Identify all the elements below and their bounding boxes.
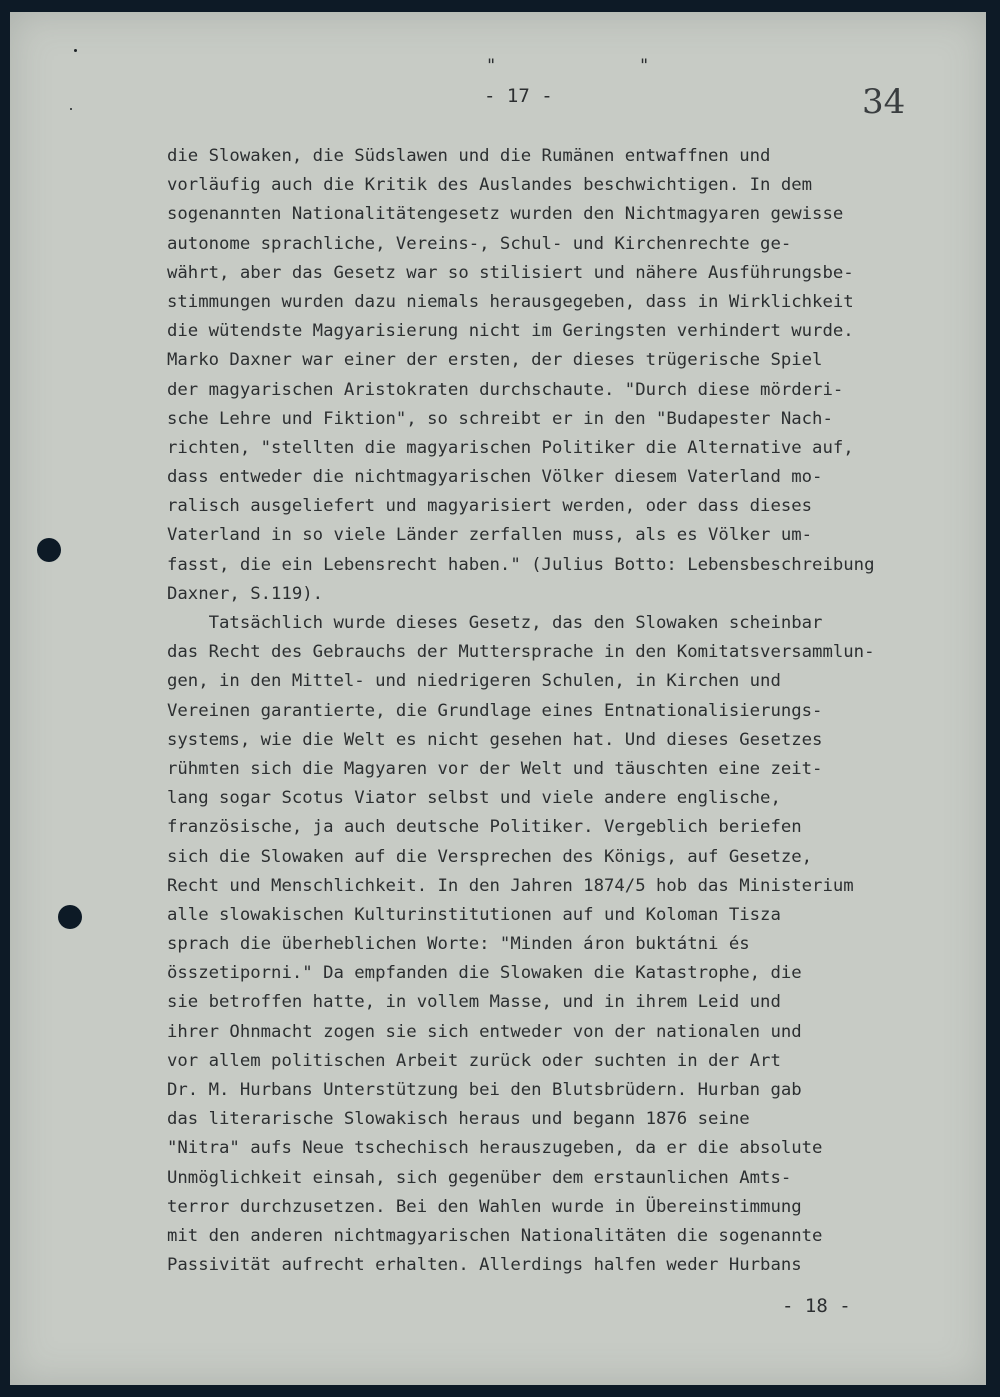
text-line: "Nitra" aufs Neue tschechisch herauszugeben, da er die absolute <box>167 1138 823 1159</box>
text-line: Unmöglichkeit einsah, sich gegenüber dem erstaunlichen Amts- <box>167 1167 792 1188</box>
text-line: Vaterland in so viele Länder zerfallen muss, als es Völker um- <box>167 525 813 546</box>
text-line: mit den anderen nichtmagyarischen Nationalitäten die sogenannte <box>167 1225 823 1246</box>
text-line: sogenannten Nationalitätengesetz wurden den Nichtmagyaren gewisse <box>167 204 844 225</box>
text-line: währt, aber das Gesetz war so stilisiert und nähere Ausführungsbe- <box>167 262 854 283</box>
text-line: Vereinen garantierte, die Grundlage eines Entnationalisierungs- <box>167 700 823 721</box>
text-line: sie betroffen hatte, in vollem Masse, und in ihrem Leid und <box>167 992 781 1013</box>
text-line: lang sogar Scotus Viator selbst und viele andere englische, <box>167 788 781 809</box>
text-line: Daxner, S.119). <box>167 583 324 604</box>
text-line: der magyarischen Aristokraten durchschaute. "Durch diese mörderi- <box>167 379 844 400</box>
text-line: sich die Slowaken auf die Versprechen des Königs, auf Gesetze, <box>167 846 813 867</box>
text-line: Recht und Menschlichkeit. In den Jahren 1874/5 hob das Ministerium <box>167 875 854 896</box>
text-line: gen, in den Mittel- und niedrigeren Schulen, in Kirchen und <box>167 671 781 692</box>
text-line: Dr. M. Hurbans Unterstützung bei den Blutsbrüdern. Hurban gab <box>167 1080 802 1100</box>
ink-speck <box>70 108 72 110</box>
text-line: rühmten sich die Magyaren vor der Welt und täuschten eine zeit- <box>167 758 823 779</box>
ink-speck <box>74 49 77 52</box>
text-line: die Slowaken, die Südslawen und die Rumänen entwaffnen und <box>167 146 771 166</box>
text-line: richten, "stellten die magyarischen Politiker die Alternative auf, <box>167 437 854 458</box>
text-line: das Recht des Gebrauchs der Muttersprache in den Komitatsversammlun- <box>167 642 875 663</box>
text-line: französische, ja auch deutsche Politiker. Vergeblich beriefen <box>167 817 802 838</box>
text-line: das literarische Slowakisch heraus und begann 1876 seine <box>167 1109 750 1130</box>
text-line: sprach die überheblichen Worte: "Minden áron buktátni és <box>167 934 750 955</box>
text-line: Passivität aufrecht erhalten. Allerdings halfen weder Hurbans <box>167 1255 802 1276</box>
text-line: die wütendste Magyarisierung nicht im Geringsten verhindert wurde. <box>167 321 854 342</box>
body-text <box>167 142 977 1280</box>
punch-hole-top <box>37 538 61 562</box>
text-line: ralisch ausgeliefert und magyarisiert werden, oder dass dieses <box>167 496 813 517</box>
text-line: ihrer Ohnmacht zogen sie sich entweder von der nationalen und <box>167 1021 802 1042</box>
header-quote-marks: " " <box>486 56 678 76</box>
folio-number: 34 <box>862 82 906 122</box>
text-line: Tatsächlich wurde dieses Gesetz, das den Slowaken scheinbar <box>167 613 823 633</box>
text-line: Marko Daxner war einer der ersten, der dieses trügerische Spiel <box>167 350 823 371</box>
text-line: terror durchzusetzen. Bei den Wahlen wurde in Übereinstimmung <box>167 1196 802 1217</box>
text-line: fasst, die ein Lebensrecht haben." (Julius Botto: Lebensbeschreibung <box>167 554 875 575</box>
text-line: systems, wie die Welt es nicht gesehen hat. Und dieses Gesetzes <box>167 729 823 750</box>
text-line: dass entweder die nichtmagyarischen Völker diesem Vaterland mo- <box>167 467 823 488</box>
text-line: összetiporni." Da empfanden die Slowaken die Katastrophe, die <box>167 963 802 984</box>
page-number: - 17 - <box>484 85 553 107</box>
punch-hole-bottom <box>58 905 82 929</box>
text-line: sche Lehre und Fiktion", so schreibt er in den "Budapester Nach- <box>167 408 833 429</box>
text-line: stimmungen wurden dazu niemals herausgegeben, dass in Wirklichkeit <box>167 291 854 312</box>
text-line: autonome sprachliche, Vereins-, Schul- und Kirchenrechte ge- <box>167 233 792 254</box>
text-line: vor allem politischen Arbeit zurück oder suchten in der Art <box>167 1050 781 1071</box>
text-line: vorläufig auch die Kritik des Auslandes beschwichtigen. In dem <box>167 175 813 196</box>
catchword-next-page: - 18 - <box>782 1295 851 1317</box>
text-line: alle slowakischen Kulturinstitutionen auf und Koloman Tisza <box>167 904 781 925</box>
typed-page <box>10 12 986 1385</box>
